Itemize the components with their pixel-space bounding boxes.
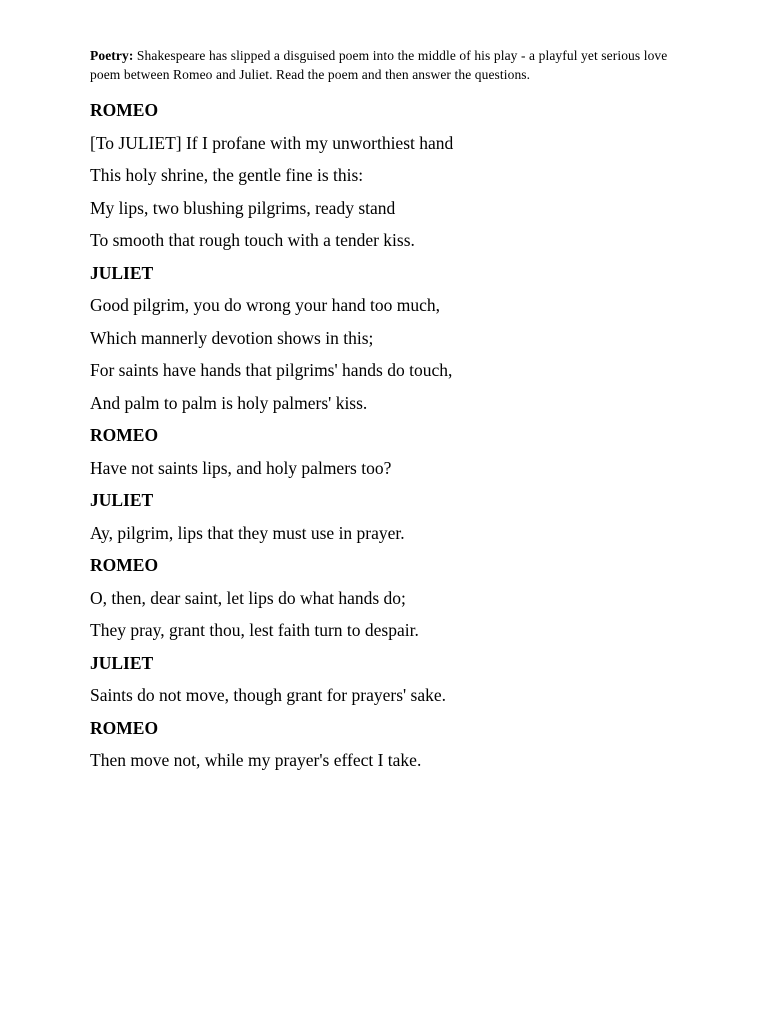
speaker-romeo: ROMEO — [90, 555, 159, 575]
verse-line: O, then, dear saint, let lips do what hands do; — [90, 587, 406, 608]
verse-line: Have not saints lips, and holy palmers too? — [90, 457, 392, 478]
verse-line: My lips, two blushing pilgrims, ready stand — [90, 197, 396, 218]
speaker-romeo: ROMEO — [90, 425, 159, 445]
intro-label: Poetry: — [90, 48, 134, 63]
intro-paragraph — [90, 46, 690, 84]
poem-dialogue — [90, 98, 710, 781]
verse-line: They pray, grant thou, lest faith turn to despair. — [90, 620, 419, 640]
verse-line: Good pilgrim, you do wrong your hand too much, — [90, 295, 440, 315]
verse-line: Which mannerly devotion shows in this; — [90, 327, 374, 348]
verse-line: [To JULIET] If I profane with my unworthiest hand — [90, 132, 454, 153]
verse-line: For saints have hands that pilgrims' hands do touch, — [90, 360, 453, 380]
verse-line: To smooth that rough touch with a tender kiss. — [90, 230, 415, 250]
speaker-juliet: JULIET — [90, 652, 154, 673]
verse-line: This holy shrine, the gentle fine is this: — [90, 165, 364, 185]
verse-line: Saints do not move, though grant for prayers' sake. — [90, 685, 446, 705]
speaker-juliet: JULIET — [90, 262, 154, 283]
speaker-romeo: ROMEO — [90, 100, 159, 120]
verse-line: And palm to palm is holy palmers' kiss. — [90, 392, 368, 413]
intro-text: Shakespeare has slipped a disguised poem into the middle of his play - a playful yet serious love poem between Romeo and Juliet. Read the poem and then answer the questions. — [90, 48, 668, 82]
speaker-romeo: ROMEO — [90, 717, 159, 738]
speaker-juliet: JULIET — [90, 490, 154, 510]
verse-line: Then move not, while my prayer's effect I take. — [90, 750, 422, 770]
verse-line: Ay, pilgrim, lips that they must use in prayer. — [90, 522, 405, 543]
